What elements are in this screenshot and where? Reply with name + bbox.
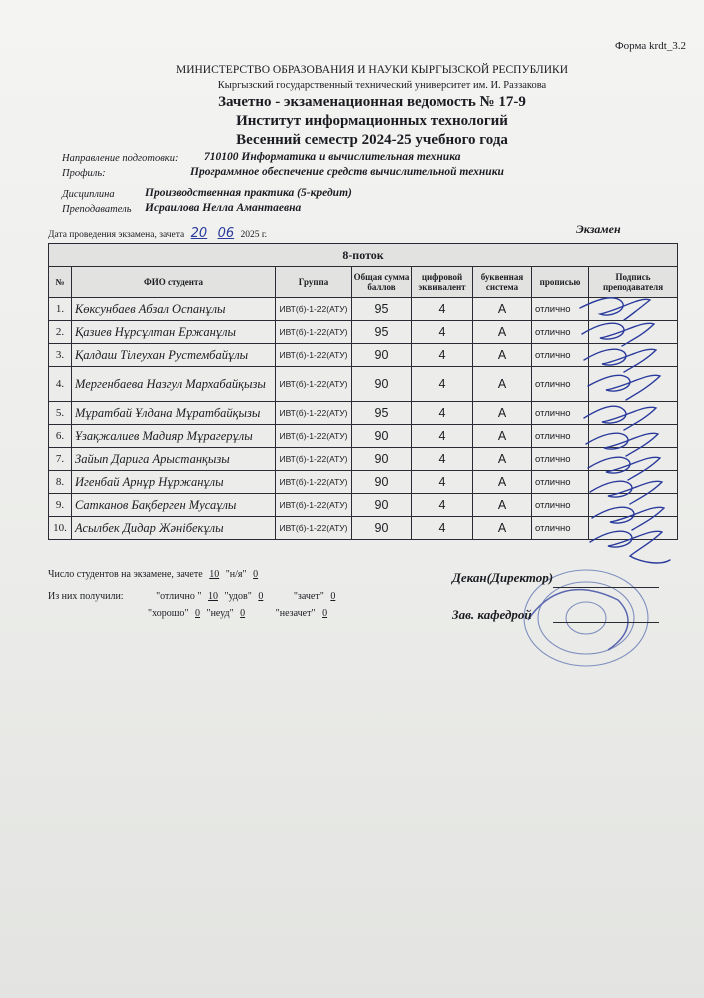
- digit-grade: 4: [412, 471, 473, 494]
- grade-in-words: отлично: [532, 448, 589, 471]
- digit-grade: 4: [412, 367, 473, 402]
- profile-value: Программное обеспечение средств вычислительной техники: [190, 166, 504, 178]
- row-number: 9.: [49, 494, 72, 517]
- student-name: Зайып Дарига Арыстанқызы: [72, 448, 276, 471]
- teacher-value: Исраилова Нелла Амантаевна: [145, 202, 302, 214]
- col-header-signature: Подпись преподавателя: [589, 267, 678, 298]
- teacher-signature-cell: [589, 471, 678, 494]
- letter-grade: A: [473, 344, 532, 367]
- student-name: Сатканов Бақберген Мусаұлы: [72, 494, 276, 517]
- student-name: Ұзақжалиев Мадияр Мұрагерұлы: [72, 425, 276, 448]
- passed-label: "зачет": [293, 591, 324, 602]
- table-row: [49, 448, 678, 471]
- col-header-group: Группа: [276, 267, 352, 298]
- table-row: [49, 425, 678, 448]
- grade-in-words: отлично: [532, 517, 589, 540]
- row-number: 8.: [49, 471, 72, 494]
- student-group: ИВТ(б)-1-22(АТУ): [276, 402, 352, 425]
- good-label: "хорошо": [148, 608, 189, 619]
- col-header-total: Общая сумма баллов: [352, 267, 412, 298]
- student-group: ИВТ(б)-1-22(АТУ): [276, 425, 352, 448]
- total-score: 90: [352, 425, 412, 448]
- unsatisfactory-label: "неуд": [206, 608, 234, 619]
- digit-grade: 4: [412, 402, 473, 425]
- grades-summary-line-2: [148, 608, 331, 619]
- digit-grade: 4: [412, 321, 473, 344]
- student-name: Көксунбаев Абзал Оспанұлы: [72, 298, 276, 321]
- discipline-label: Дисциплина: [62, 189, 115, 200]
- grades-table: [48, 243, 678, 540]
- table-row: [49, 494, 678, 517]
- letter-grade: A: [473, 448, 532, 471]
- letter-grade: A: [473, 471, 532, 494]
- not-passed-value: 0: [322, 608, 328, 619]
- letter-grade: A: [473, 321, 532, 344]
- table-row: [49, 344, 678, 367]
- semester: Весенний семестр 2024-25 учебного года: [236, 132, 508, 148]
- institute-name: Институт информационных технологий: [236, 113, 508, 129]
- col-header-digit: цифровой эквивалент: [412, 267, 473, 298]
- student-name: Мұратбай Ұлдана Мұратбайқызы: [72, 402, 276, 425]
- total-score: 90: [352, 344, 412, 367]
- excellent-value: 10: [207, 591, 218, 602]
- unsatisfactory-value: 0: [240, 608, 246, 619]
- student-name: Қазиев Нұрсұлтан Ержанұлы: [72, 321, 276, 344]
- dean-signature-line: [553, 587, 659, 588]
- table-row: [49, 471, 678, 494]
- dean-label: Декан(Директор): [452, 570, 554, 585]
- student-group: ИВТ(б)-1-22(АТУ): [276, 367, 352, 402]
- absent-value: 0: [253, 569, 259, 580]
- letter-grade: A: [473, 494, 532, 517]
- table-row: [49, 321, 678, 344]
- excellent-label: "отлично ": [156, 591, 202, 602]
- table-row: [49, 517, 678, 540]
- head-of-department-label: Зав. кафедрой: [452, 607, 532, 622]
- digit-grade: 4: [412, 448, 473, 471]
- table-row: [49, 402, 678, 425]
- form-code: Форма krdt_3.2: [614, 40, 686, 52]
- teacher-signature-cell: [589, 298, 678, 321]
- row-number: 7.: [49, 448, 72, 471]
- student-group: ИВТ(б)-1-22(АТУ): [276, 298, 352, 321]
- col-header-letter: буквенная система: [473, 267, 532, 298]
- digit-grade: 4: [412, 298, 473, 321]
- grade-in-words: отлично: [532, 367, 589, 402]
- grade-in-words: отлично: [532, 298, 589, 321]
- total-score: 90: [352, 448, 412, 471]
- ministry-header: МИНИСТЕРСТВО ОБРАЗОВАНИЯ И НАУКИ КЫРГЫЗСКОЙ РЕСПУБЛИКИ: [175, 64, 569, 76]
- exam-date-label: Дата проведения экзамена, зачета: [48, 230, 185, 240]
- letter-grade: A: [473, 367, 532, 402]
- exam-date-day: 20: [190, 226, 208, 241]
- col-header-name: ФИО студента: [72, 267, 276, 298]
- exam-date-month: 06: [217, 226, 235, 241]
- grade-in-words: отлично: [532, 321, 589, 344]
- teacher-signature-cell: [589, 367, 678, 402]
- grade-in-words: отлично: [532, 425, 589, 448]
- student-group: ИВТ(б)-1-22(АТУ): [276, 494, 352, 517]
- row-number: 4.: [49, 367, 72, 402]
- document-title: Зачетно - экзаменационная ведомость № 17-9: [218, 94, 526, 110]
- student-name: Қалдаш Тілеухан Рустембайұлы: [72, 344, 276, 367]
- total-score: 95: [352, 402, 412, 425]
- teacher-signature-cell: [589, 517, 678, 540]
- total-score: 95: [352, 298, 412, 321]
- col-header-words: прописью: [532, 267, 589, 298]
- digit-grade: 4: [412, 344, 473, 367]
- letter-grade: A: [473, 298, 532, 321]
- teacher-signature-cell: [589, 448, 678, 471]
- student-name: Мергенбаева Назгул Мархабайқызы: [72, 367, 276, 402]
- university-name: Кыргызский государственный технический университет им. И. Раззакова: [217, 80, 547, 91]
- grades-table-container: [48, 243, 677, 540]
- exam-date-year: 2025 г.: [240, 230, 268, 240]
- profile-label: Профиль:: [62, 168, 106, 179]
- head-signature-line: [553, 622, 659, 623]
- teacher-signature-cell: [589, 425, 678, 448]
- table-row: [49, 367, 678, 402]
- student-group: ИВТ(б)-1-22(АТУ): [276, 344, 352, 367]
- student-name: Игенбай Арнұр Нұржанұлы: [72, 471, 276, 494]
- grade-in-words: отлично: [532, 494, 589, 517]
- row-number: 10.: [49, 517, 72, 540]
- students-count-line: [48, 569, 262, 580]
- stream-label: 8-поток: [49, 244, 678, 267]
- satisfactory-label: "удов": [224, 591, 252, 602]
- row-number: 1.: [49, 298, 72, 321]
- row-number: 2.: [49, 321, 72, 344]
- teacher-signature-cell: [589, 402, 678, 425]
- table-row: [49, 298, 678, 321]
- students-count-value: 10: [209, 569, 220, 580]
- row-number: 3.: [49, 344, 72, 367]
- digit-grade: 4: [412, 517, 473, 540]
- good-value: 0: [194, 608, 200, 619]
- digit-grade: 4: [412, 494, 473, 517]
- teacher-signature-cell: [589, 494, 678, 517]
- satisfactory-value: 0: [258, 591, 264, 602]
- letter-grade: A: [473, 402, 532, 425]
- letter-grade: A: [473, 425, 532, 448]
- student-group: ИВТ(б)-1-22(АТУ): [276, 448, 352, 471]
- row-number: 6.: [49, 425, 72, 448]
- total-score: 90: [352, 367, 412, 402]
- student-group: ИВТ(б)-1-22(АТУ): [276, 321, 352, 344]
- student-group: ИВТ(б)-1-22(АТУ): [276, 517, 352, 540]
- teacher-label: Преподаватель: [62, 204, 132, 215]
- exam-date-row: [48, 226, 267, 241]
- exam-type: Экзамен: [576, 222, 621, 236]
- row-number: 5.: [49, 402, 72, 425]
- students-count-label: Число студентов на экзамене, зачете: [48, 569, 203, 580]
- grades-summary-line-1: [48, 591, 339, 602]
- total-score: 95: [352, 321, 412, 344]
- direction-value: 710100 Информатика и вычислительная техника: [204, 151, 461, 163]
- total-score: 90: [352, 494, 412, 517]
- teacher-signature-cell: [589, 344, 678, 367]
- discipline-value: Производственная практика (5-кредит): [145, 187, 352, 199]
- of-them-label: Из них получили:: [48, 591, 124, 602]
- digit-grade: 4: [412, 425, 473, 448]
- teacher-signature-cell: [589, 321, 678, 344]
- not-passed-label: "незачет": [275, 608, 316, 619]
- col-header-num: №: [49, 267, 72, 298]
- grade-in-words: отлично: [532, 471, 589, 494]
- student-name: Асылбек Дидар Жәнібекұлы: [72, 517, 276, 540]
- grade-in-words: отлично: [532, 402, 589, 425]
- student-group: ИВТ(б)-1-22(АТУ): [276, 471, 352, 494]
- total-score: 90: [352, 517, 412, 540]
- direction-label: Направление подготовки:: [62, 153, 179, 164]
- grade-in-words: отлично: [532, 344, 589, 367]
- total-score: 90: [352, 471, 412, 494]
- letter-grade: A: [473, 517, 532, 540]
- absent-label: "н/я": [225, 569, 247, 580]
- passed-value: 0: [330, 591, 336, 602]
